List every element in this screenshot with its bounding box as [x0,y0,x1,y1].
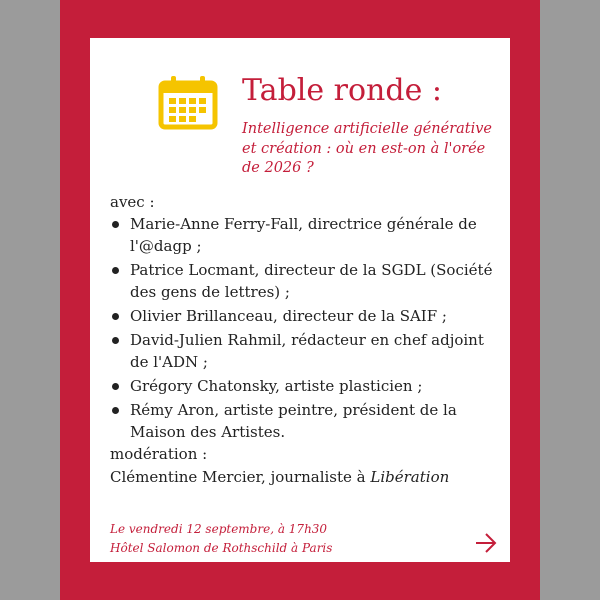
participant-text: Marie-Anne Ferry-Fall, directrice générale de l'@dagp ; [130,215,477,255]
list-item [110,399,500,443]
event-subtitle: Intelligence artificielle générative et création : où en est-on à l'orée de 2026 ? [242,121,493,177]
list-item [110,375,500,397]
list-item [110,329,500,373]
arrow-right-icon[interactable] [474,532,498,554]
bullet-icon [112,221,119,228]
participant-text: David-Julien Rahmil, rédacteur en chef adjoint de l'ADN ; [130,331,484,371]
bullet-icon [112,313,119,320]
event-title: Table ronde : [242,73,442,108]
event-venue: Hôtel Salomon de Rothschild à Paris [110,540,333,555]
list-item [110,259,500,303]
event-details [110,520,450,557]
moderation-label: modération : [110,445,208,463]
participant-text: Patrice Locmant, directeur de la SGDL (Société des gens de lettres) ; [130,261,493,301]
bullet-icon [112,383,119,390]
moderator-line [110,468,449,486]
calendar-icon [158,74,218,130]
moderator-name: Clémentine Mercier, journaliste à [110,468,371,486]
participant-text: Grégory Chatonsky, artiste plasticien ; [130,377,423,395]
bullet-icon [112,267,119,274]
event-date: Le vendredi 12 septembre, à 17h30 [110,522,328,536]
participants-intro: avec : [110,193,155,211]
list-item [110,305,500,327]
participant-text: Rémy Aron, artiste peintre, président de la Maison des Artistes. [130,401,457,441]
list-item [110,213,500,257]
bullet-icon [112,407,119,414]
participant-text: Olivier Brillanceau, directeur de la SAIF ; [130,307,447,325]
bullet-icon [112,337,119,344]
publication-name: Libération [370,468,450,486]
participants-list [110,213,500,445]
event-card [90,38,510,562]
